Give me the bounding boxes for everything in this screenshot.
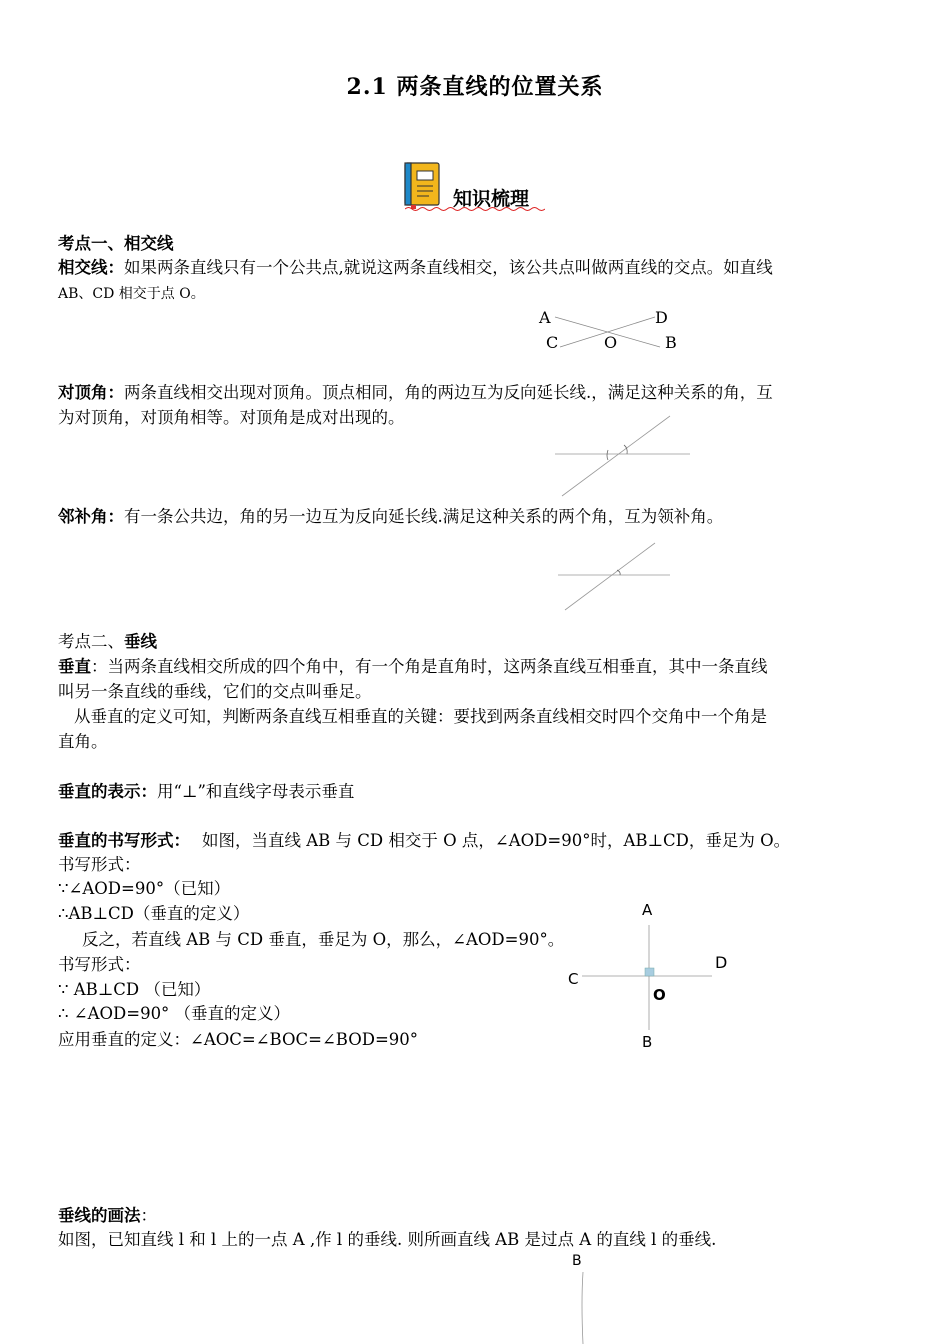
shuxie-line-2: ∵∠AOD=90°（已知） — [58, 879, 231, 898]
shuxie-line-3: ∴AB⊥CD（垂直的定义） — [58, 904, 250, 923]
fig1-label-A: A — [539, 308, 551, 327]
huafa-colon: ： — [140, 1206, 157, 1225]
shuxie-line-1: 书写形式： — [58, 855, 141, 874]
linbujiao-text: 有一条公共边，角的另一边互为反向延长线.满足这种关系的两个角，互为领补角。 — [124, 507, 724, 526]
kaodian2-heading-bold: 垂线 — [124, 632, 157, 651]
xiangjiaoxian-term: 相交线： — [58, 258, 124, 277]
duidingjiao-para — [58, 381, 773, 405]
fig4-label-A: A — [642, 901, 653, 919]
fig4-label-B: B — [642, 1033, 653, 1051]
figure-perpendicular — [560, 895, 740, 1060]
shuxie-para — [58, 829, 790, 853]
biaoshi-term: 垂直的表示： — [58, 782, 157, 801]
duidingjiao-text-2: 为对顶角，对顶角相等。对顶角是成对出现的。 — [58, 408, 405, 427]
duidingjiao-term: 对顶角： — [58, 383, 124, 402]
kaodian2-heading-pre: 考点二、 — [58, 632, 124, 651]
xiangjiaoxian-text-2: AB、CD 相交于点 O。 — [58, 286, 205, 302]
chuizhi-text-4: 直角。 — [58, 732, 108, 751]
shuxie-line-5: 书写形式： — [58, 955, 141, 974]
fig5-label-B: B — [572, 1253, 582, 1269]
shuxie-line-8: 应用垂直的定义：∠AOC=∠BOC=∠BOD=90° — [58, 1030, 419, 1049]
banner-underline — [405, 206, 545, 212]
xiangjiaoxian-para — [58, 256, 773, 280]
fig4-label-C: C — [568, 970, 579, 988]
figure-intersecting-lines — [530, 303, 690, 355]
figure-perpendicular-construction — [570, 1272, 600, 1344]
fig1-label-O: O — [604, 333, 618, 352]
figure-vertical-angles — [550, 412, 695, 500]
linbujiao-term: 邻补角： — [58, 507, 124, 526]
shuxie-line-6: ∵ AB⊥CD （已知） — [58, 980, 211, 999]
shuxie-text: 如图，当直线 AB 与 CD 相交于 O 点，∠AOD=90°时，AB⊥CD，垂足为 O。 — [202, 831, 791, 850]
figure-adjacent-angles — [555, 540, 675, 614]
fig4-label-D: D — [715, 953, 728, 972]
book-icon — [403, 162, 443, 210]
duidingjiao-text: 两条直线相交出现对顶角。顶点相同，角的两边互为反向延长线.，满足这种关系的角，互 — [124, 383, 773, 402]
chuizhi-text-2: 叫另一条直线的垂线，它们的交点叫垂足。 — [58, 682, 372, 701]
shuxie-term: 垂直的书写形式： — [58, 831, 190, 850]
kaodian1-heading: 考点一、相交线 — [58, 234, 174, 253]
kaodian2-heading — [58, 630, 157, 654]
linbujiao-para — [58, 505, 723, 529]
fig1-label-B: B — [665, 333, 677, 352]
huafa-text: 如图，已知直线 l 和 l 上的一点 A ,作 l 的垂线. 则所画直线 AB 是过点 A 的直线 l 的垂线. — [58, 1230, 717, 1249]
section-banner — [403, 162, 548, 212]
biaoshi-text: 用“⊥”和直线字母表示垂直 — [157, 782, 355, 801]
biaoshi-para — [58, 780, 354, 804]
fig4-label-O: O — [653, 986, 666, 1004]
chuizhi-para — [58, 655, 768, 679]
chuizhi-text-3: 从垂直的定义可知，判断两条直线互相垂直的关键：要找到两条直线相交时四个交角中一个角是 — [74, 707, 767, 726]
fig1-label-D: D — [655, 308, 668, 327]
page-title: 2.1 两条直线的位置关系 — [346, 74, 604, 100]
shuxie-line-4: 反之，若直线 AB 与 CD 垂直，垂足为 O，那么，∠AOD=90°。 — [82, 930, 565, 949]
xiangjiaoxian-text: 如果两条直线只有一个公共点,就说这两条直线相交，该公共点叫做两直线的交点。如直线 — [124, 258, 773, 277]
banner-text: 知识梳理 — [453, 188, 530, 210]
huafa-term: 垂线的画法 — [58, 1206, 141, 1225]
huafa-heading — [58, 1204, 157, 1228]
shuxie-line-7: ∴ ∠AOD=90° （垂直的定义） — [58, 1004, 291, 1023]
chuizhi-term: 垂直 — [58, 657, 91, 676]
chuizhi-text: ：当两条直线相交所成的四个角中，有一个角是直角时，这两条直线互相垂直，其中一条直线 — [91, 657, 768, 676]
fig1-label-C: C — [546, 333, 559, 352]
